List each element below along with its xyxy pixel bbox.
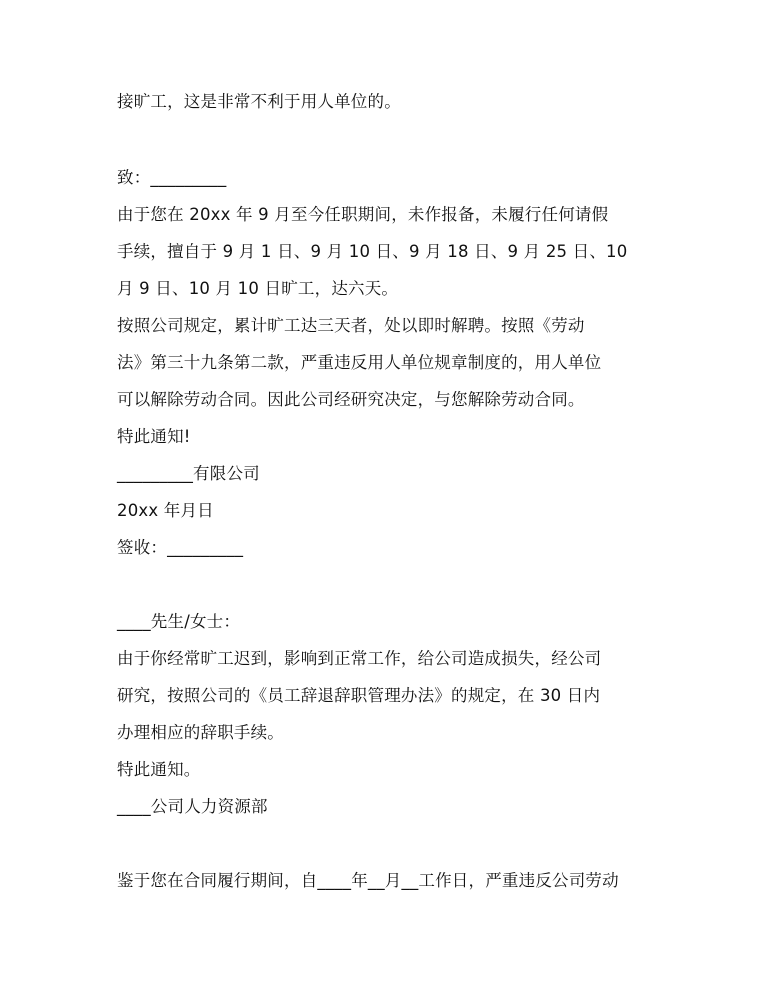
text-line: 接旷工，这是非常不利于用人单位的。: [117, 92, 401, 111]
addressee-line: 致：_________: [117, 168, 227, 187]
text-line: 按照公司规定，累计旷工达三天者，处以即时解聘。按照《劳动: [117, 316, 585, 335]
text-line: 办理相应的辞职手续。: [117, 723, 284, 742]
text-line: 法》第三十九条第二款，严重违反用人单位规章制度的，用人单位: [117, 353, 602, 372]
text-line: 月 9 日、10 月 10 日旷工，达六天。: [117, 279, 399, 298]
notice-closing: 特此通知!: [117, 427, 191, 446]
text-line: 研究，按照公司的《员工辞退辞职管理办法》的规定，在 30 日内: [117, 686, 601, 705]
text-line: 手续，擅自于 9 月 1 日、9 月 10 日、9 月 18 日、9 月 25 日、10: [117, 242, 628, 261]
company-signature: _________有限公司: [117, 464, 260, 483]
receipt-signature: 签收：_________: [117, 538, 244, 557]
text-line: 鉴于您在合同履行期间，自____年__月__工作日，严重违反公司劳动: [117, 871, 619, 890]
date-line: 20xx 年月日: [117, 501, 214, 520]
salutation-line: ____先生/女士：: [117, 612, 241, 631]
text-line: 由于你经常旷工迟到，影响到正常工作，给公司造成损失，经公司: [117, 649, 602, 668]
department-signature: ____公司人力资源部: [117, 797, 268, 816]
text-line: 由于您在 20xx 年 9 月至今任职期间，未作报备，未履行任何请假: [117, 205, 609, 224]
notice-closing: 特此通知。: [117, 760, 201, 779]
text-line: 可以解除劳动合同。因此公司经研究决定，与您解除劳动合同。: [117, 390, 585, 409]
